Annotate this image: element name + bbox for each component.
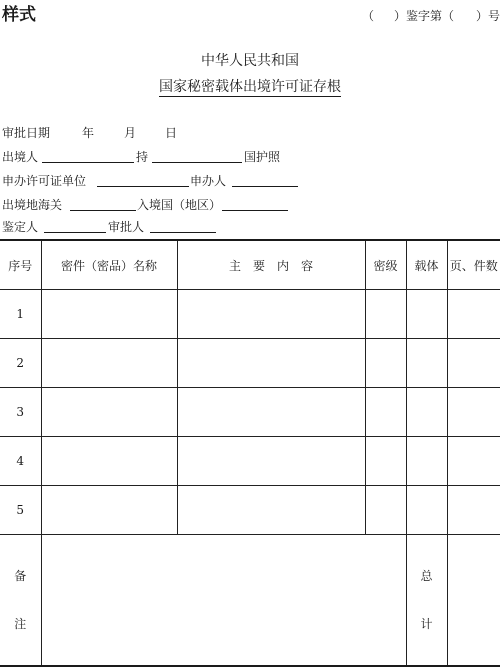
- cell-main-content[interactable]: [177, 486, 365, 535]
- cell-carrier[interactable]: [406, 290, 447, 339]
- remarks-char-1: 备: [14, 569, 27, 583]
- appraiser-label: 鉴定人: [2, 220, 39, 234]
- cell-item-name[interactable]: [41, 486, 177, 535]
- cell-item-name[interactable]: [41, 339, 177, 388]
- remarks-char-2: 注: [14, 617, 27, 631]
- header-main-content: 主 要 内 容: [177, 240, 365, 290]
- ref-mid: ）鉴字第（: [394, 9, 455, 23]
- cell-classification[interactable]: [365, 339, 406, 388]
- year-label: 年: [82, 126, 95, 140]
- row-number: 3: [0, 388, 41, 437]
- row-number: 5: [0, 486, 41, 535]
- table-row: [0, 339, 500, 388]
- cell-page-count[interactable]: [447, 388, 500, 437]
- table-header-row: [0, 240, 500, 290]
- applicant-unit-field[interactable]: [97, 186, 189, 187]
- traveler-field[interactable]: [42, 162, 134, 163]
- remarks-label: [0, 535, 41, 667]
- cell-carrier[interactable]: [406, 437, 447, 486]
- row-number: 1: [0, 290, 41, 339]
- exit-customs-field[interactable]: [70, 210, 136, 211]
- table-row: [0, 388, 500, 437]
- cell-main-content[interactable]: [177, 437, 365, 486]
- header-carrier: 载体: [406, 240, 447, 290]
- cell-page-count[interactable]: [447, 290, 500, 339]
- cell-item-name[interactable]: [41, 437, 177, 486]
- table-row: [0, 486, 500, 535]
- cell-classification[interactable]: [365, 290, 406, 339]
- ref-end: ）号: [476, 9, 500, 23]
- month-label: 月: [124, 126, 137, 140]
- holds-label: 持: [136, 150, 149, 164]
- handler-field[interactable]: [232, 186, 298, 187]
- header-serial: 序号: [0, 240, 41, 290]
- cell-item-name[interactable]: [41, 388, 177, 437]
- appraiser-field[interactable]: [44, 232, 106, 233]
- cell-page-count[interactable]: [447, 339, 500, 388]
- cell-carrier[interactable]: [406, 339, 447, 388]
- total-label: [406, 535, 447, 667]
- row-number: 4: [0, 437, 41, 486]
- cell-main-content[interactable]: [177, 290, 365, 339]
- style-label: 样式: [2, 5, 36, 25]
- document-title: [0, 76, 500, 96]
- traveler-label: 出境人: [2, 150, 39, 164]
- table-row: [0, 290, 500, 339]
- cell-main-content[interactable]: [177, 339, 365, 388]
- total-char-1: 总: [420, 569, 433, 583]
- entry-country-field[interactable]: [222, 210, 288, 211]
- passport-label: 国护照: [244, 150, 281, 164]
- entry-country-label: 入境国（地区）: [137, 198, 222, 212]
- cell-page-count[interactable]: [447, 437, 500, 486]
- total-field[interactable]: [447, 535, 500, 667]
- cell-classification[interactable]: [365, 486, 406, 535]
- exit-customs-label: 出境地海关: [2, 198, 63, 212]
- cell-main-content[interactable]: [177, 388, 365, 437]
- header-classification: 密级: [365, 240, 406, 290]
- ref-open: （: [362, 9, 375, 23]
- items-table: [0, 239, 500, 667]
- header-item-name: 密件（密品）名称: [41, 240, 177, 290]
- country-title: 中华人民共和国: [201, 53, 299, 69]
- document-title-text: 国家秘密载体出境许可证存根: [159, 79, 341, 95]
- cell-classification[interactable]: [365, 388, 406, 437]
- total-char-2: 计: [420, 617, 433, 631]
- cell-page-count[interactable]: [447, 486, 500, 535]
- cell-classification[interactable]: [365, 437, 406, 486]
- remarks-row: [0, 535, 500, 667]
- approver-label: 审批人: [108, 220, 145, 234]
- approval-date-label: 审批日期: [2, 126, 51, 140]
- handler-label: 申办人: [190, 174, 227, 188]
- country-field[interactable]: [152, 162, 242, 163]
- cell-carrier[interactable]: [406, 388, 447, 437]
- approver-field[interactable]: [150, 232, 216, 233]
- table-row: [0, 437, 500, 486]
- applicant-unit-label: 申办许可证单位: [2, 174, 87, 188]
- cell-item-name[interactable]: [41, 290, 177, 339]
- remarks-field[interactable]: [41, 535, 406, 667]
- row-number: 2: [0, 339, 41, 388]
- day-label: 日: [165, 126, 178, 140]
- header-page-count: 页、件数: [447, 240, 500, 290]
- cell-carrier[interactable]: [406, 486, 447, 535]
